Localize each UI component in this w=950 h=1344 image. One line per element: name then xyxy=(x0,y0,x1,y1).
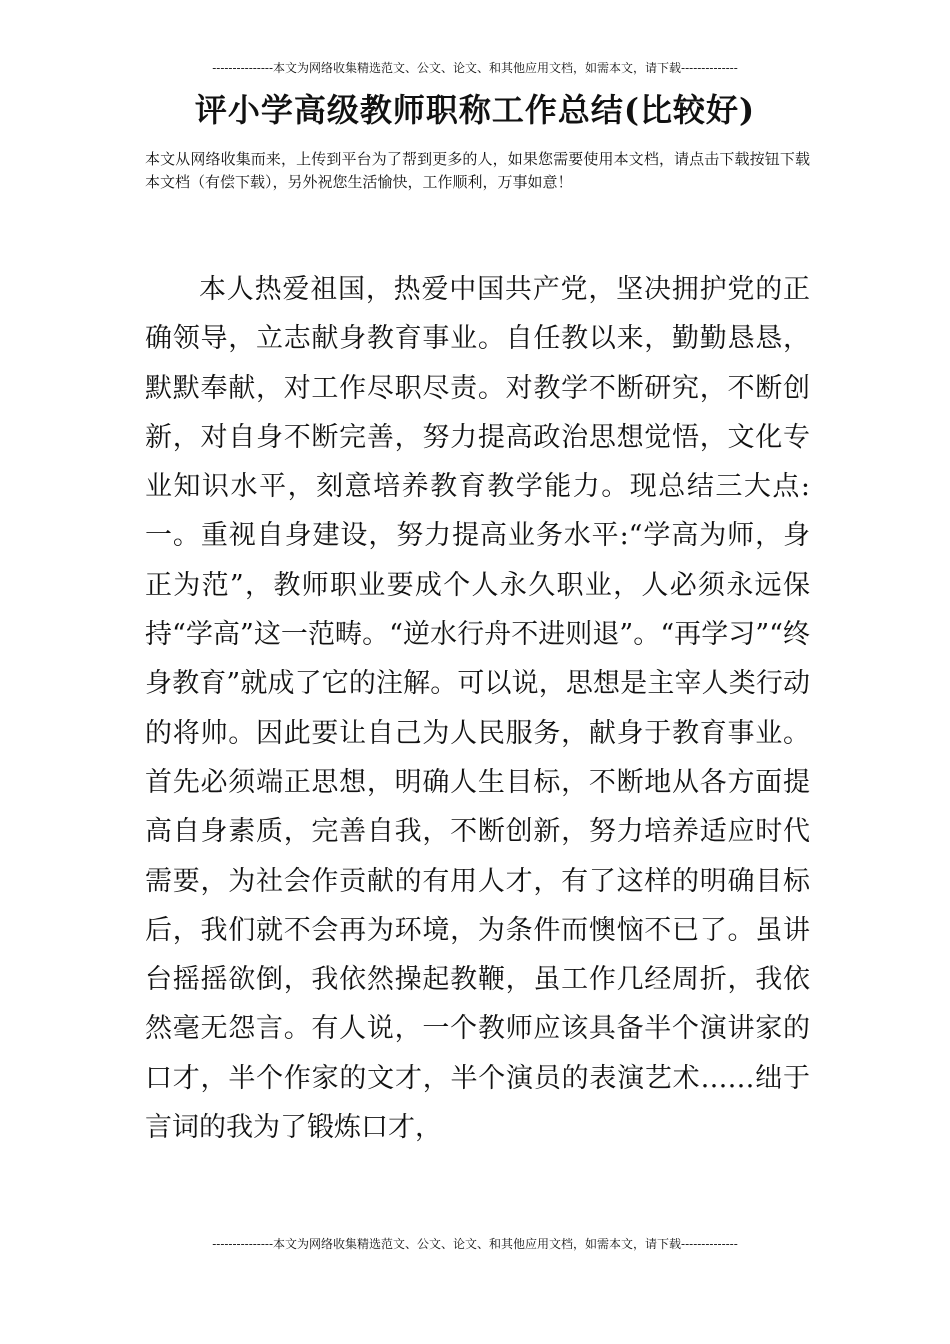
body-paragraph: 本人热爱祖国，热爱中国共产党，坚决拥护党的正确领导，立志献身教育事业。自任教以来，勤勤恳恳，默默奉献，对工作尽职尽责。对教学不断研究，不断创新，对自身不断完善，努力提高政治思想觉悟，文化专业知识水平，刻意培养教育教学能力。现总结三大点:一。重视自身建设，努力提高业务水平:“学高为师，身正为范”，教师职业要成个人永久职业，人必须永远保持“学高”这一范畴。“逆水行舟不进则退”。“再学习”“终身教育”就成了它的注解。可以说，思想是主宰人类行动的将帅。因此要让自己为人民服务，献身于教育事业。首先必须端正思想，明确人生目标，不断地从各方面提高自身素质，完善自我，不断创新，努力培养适应时代需要，为社会作贡献的有用人才，有了这样的明确目标后，我们就不会再为环境，为条件而懊恼不已了。虽讲台摇摇欲倒，我依然操起教鞭，虽工作几经周折，我依然毫无怨言。有人说，一个教师应该具备半个演讲家的口才，半个作家的文才，半个演员的表演艺术……绌于言词的我为了锻炼口才， xyxy=(145,274,810,1144)
header-banner: ---------------本文为网络收集精选范文、公文、论文、和其他应用文档，如需本文，请下载-------------- xyxy=(212,61,738,75)
download-notice: 本文从网络收集而来，上传到平台为了帮到更多的人，如果您需要使用本文档，请点击下载按钮下载本文档（有偿下载），另外祝您生活愉快，工作顺利，万事如意！ xyxy=(145,150,810,191)
document-title: 评小学高级教师职称工作总结(比较好) xyxy=(194,91,756,129)
footer-banner: ---------------本文为网络收集精选范文、公文、论文、和其他应用文档，如需本文，请下载-------------- xyxy=(212,1237,738,1251)
